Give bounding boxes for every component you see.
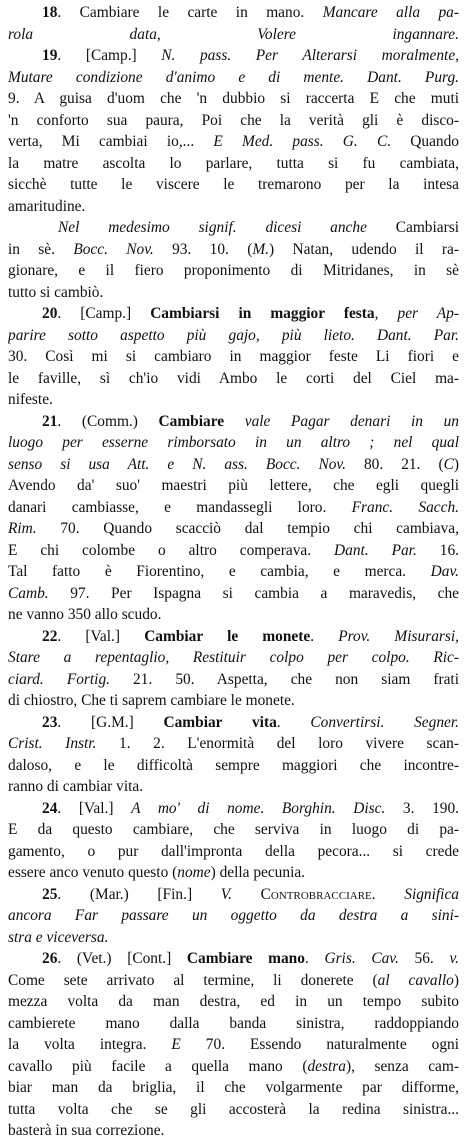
text-line: gionare, e il fiero proponimento di Mitridanes, in sè [8, 262, 459, 279]
text-line: 23. [G.M.] Cambiar vita. Convertirsi. Segner. [42, 713, 459, 731]
text-line: danari cambiasse, e mandassegli loro. Franc. Sacch. [8, 498, 459, 516]
text-line: E da questo cambiare, che serviva in luogo di pa- [8, 821, 459, 838]
text-line: cavallo più facile a quella mano (destra), senza cam- [8, 1057, 459, 1075]
text-line: Crist. Instr. 1. 2. L'enormità del loro vivere scan- [8, 735, 459, 752]
text-line: la matre ascolta lo parlare, tutta si fu cambiata, [8, 154, 459, 172]
text-line: 22. [Val.] Cambiar le monete. Prov. Misurarsi, [42, 627, 459, 645]
text-line: biar man da briglia, il che volgarmente par difforme, [8, 1079, 459, 1096]
text-line: senso si usa Att. e N. ass. Bocc. Nov. 80. 21. (C) [8, 455, 459, 473]
dictionary-text [8, 2, 459, 1142]
text-line: sicchè tutte le viscere le tremarono per la intesa [8, 176, 459, 193]
text-line: 19. [Camp.] N. pass. Per Alterarsi moralmente, [42, 47, 459, 64]
text-line: 18. Cambiare le carte in mano. Mancare alla pa- [42, 4, 459, 21]
text-line: 30. Così mi si cambiaro in maggior feste Li fiori e [8, 348, 459, 365]
text-line: Avendo da' suo' maestri più lettere, che egli quegli [8, 477, 459, 494]
text-line: rola data, Volere ingannare. [8, 25, 459, 43]
text-line: nifeste. [8, 391, 53, 408]
text-line: Rim. 70. Quando scacciò dal tempio chi cambiava, [8, 520, 459, 537]
text-line: 26. (Vet.) [Cont.] Cambiare mano. Gris. Cav. 56. v. [42, 950, 459, 967]
text-line: 24. [Val.] A mo' di nome. Borghin. Disc. 3. 190. [42, 799, 459, 817]
text-line: 20. [Camp.] Cambiarsi in maggior festa, per Ap- [42, 305, 459, 322]
text-line: tutto si cambiò. [8, 283, 104, 301]
text-line: daloso, e le difficoltà sempre maggiori che incontre- [8, 756, 459, 774]
text-line: la volta integra. E 70. Essendo naturalmente ogni [8, 1036, 459, 1053]
text-line: Mutare condizione d'animo e di mente. Dant. Purg. [8, 68, 459, 86]
text-line: essere anco venuto questo (nome) della pecunia. [8, 864, 306, 881]
text-line: basterà in sua correzione. [8, 1122, 165, 1139]
text-line: ciard. Fortig. 21. 50. Aspetta, che non siam frati [8, 670, 459, 688]
text-line: Camb. 97. Per Ispagna si cambia a maravedis, che [8, 584, 459, 602]
text-line: parire sotto aspetto più gajo, più lieto. Dant. Par. [8, 326, 459, 344]
text-line: ancora Far passare un oggetto da destra a sini- [8, 907, 459, 924]
text-line: E chi colombe o altro comperava. Dant. Par. 16. [8, 541, 459, 559]
text-line: verta, Mi cambiai io,... E Med. pass. G. C. Quando [8, 133, 459, 150]
text-line: tutta volta che se gli accosterà la redina sinistra... [8, 1100, 459, 1118]
text-line: in sè. Bocc. Nov. 93. 10. (M.) Natan, udendo il ra- [8, 240, 459, 258]
text-line: luogo per esserne rimborsato in un altro ; nel qual [8, 434, 459, 451]
text-line: di chiostro, Che ti saprem cambiare le monete. [8, 692, 295, 709]
text-line: Come sete arrivato al termine, li donerete (al cavallo) [8, 971, 459, 989]
text-line: 9. A guisa d'uom che 'n dubbio si raccerta E che muti [8, 90, 459, 107]
text-line: Stare a repentaglio, Restituir colpo per colpo. Ric- [8, 649, 459, 666]
text-line: 21. (Comm.) Cambiare vale Pagar denari in un [42, 412, 459, 430]
text-line: 'n conforto sua paura, Poi che la verità gli è disco- [8, 111, 459, 129]
text-line: 25. (Mar.) [Fin.] V. Controbracciare. Significa [42, 885, 459, 903]
text-line: mezza volta da man destra, ed in un tempo subito [8, 993, 459, 1010]
text-line: Tal fatto è Fiorentino, e cambia, e merca. Dav. [8, 563, 459, 580]
text-line: cambierete mano dalla banda sinistra, raddoppiando [8, 1014, 459, 1032]
text-line: le faville, sì ch'io vidi Ambo le corti del Ciel ma- [8, 369, 459, 387]
text-line: Nel medesimo signif. dicesi anche Cambiarsi [58, 219, 459, 236]
text-line: ne vanno 350 allo scudo. [8, 606, 162, 623]
text-line: stra e viceversa. [8, 928, 109, 946]
text-line: gamento, o pur dall'impronta della pecora... si crede [8, 842, 459, 860]
text-line: amaritudine. [8, 197, 86, 215]
text-line: ranno di cambiar vita. [8, 778, 144, 795]
